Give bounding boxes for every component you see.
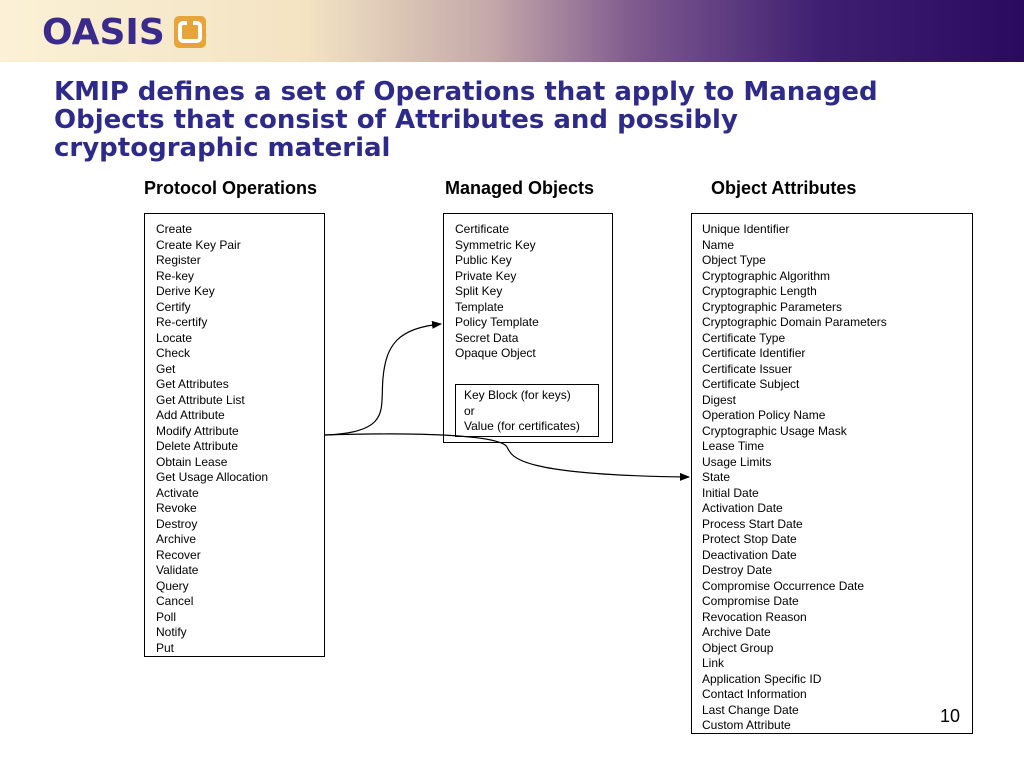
operation-item: Modify Attribute <box>156 423 239 438</box>
key-block-line: Value (for certificates) <box>464 419 580 433</box>
operation-item: Archive <box>156 532 197 546</box>
operation-item: Get Attribute List <box>156 392 245 407</box>
operation-item: Create Key Pair <box>156 237 241 252</box>
object-attributes-box <box>691 213 973 734</box>
attribute-item: Certificate Identifier <box>702 346 806 360</box>
operation-item: Cancel <box>156 594 194 608</box>
attribute-item: Object Type <box>702 253 766 267</box>
key-block-line: Key Block (for keys) <box>464 388 571 402</box>
attribute-item: Cryptographic Usage Mask <box>702 423 847 438</box>
managed-object-item: Opaque Object <box>455 346 536 360</box>
slide-title <box>54 78 974 162</box>
page-number: 10 <box>940 706 961 726</box>
managed-object-item: Template <box>455 299 504 314</box>
attribute-item: Certificate Subject <box>702 377 800 391</box>
attribute-item: Protect Stop Date <box>702 532 797 546</box>
attribute-item: Operation Policy Name <box>702 408 826 422</box>
attribute-item: Cryptographic Algorithm <box>702 268 831 283</box>
attribute-item: Last Change Date <box>702 702 799 717</box>
attribute-item: Digest <box>702 392 737 407</box>
operation-item: Destroy <box>156 516 198 531</box>
managed-object-item: Split Key <box>455 284 503 298</box>
attribute-item: Compromise Date <box>702 594 799 608</box>
managed-objects-list <box>455 222 612 362</box>
oasis-mark-icon <box>173 15 207 49</box>
operation-item: Obtain Lease <box>156 454 228 469</box>
operation-item: Re-key <box>156 268 195 283</box>
operation-item: Derive Key <box>156 284 215 298</box>
title-line: cryptographic material <box>54 133 391 163</box>
operation-item: Activate <box>156 485 199 500</box>
protocol-operations-list <box>156 222 324 656</box>
protocol-operations-heading: Protocol Operations <box>144 178 318 198</box>
operation-item: Get <box>156 361 176 376</box>
operation-item: Revoke <box>156 501 197 515</box>
attribute-item: Link <box>702 656 725 670</box>
attribute-item: Revocation Reason <box>702 609 807 624</box>
operation-item: Get Usage Allocation <box>156 470 269 484</box>
attribute-item: Unique Identifier <box>702 222 790 236</box>
attribute-item: Custom Attribute <box>702 718 791 732</box>
arrow-operations-to-objects <box>325 324 441 435</box>
attribute-item: Lease Time <box>702 439 765 453</box>
operation-item: Register <box>156 253 201 267</box>
title-line: Objects that consist of Attributes and possibly <box>54 105 738 135</box>
managed-object-item: Policy Template <box>455 315 539 329</box>
attribute-item: Archive Date <box>702 625 771 639</box>
attribute-item: State <box>702 470 731 484</box>
attribute-item: Usage Limits <box>702 454 772 469</box>
attribute-item: Destroy Date <box>702 563 773 577</box>
operation-item: Recover <box>156 547 201 562</box>
attribute-item: Certificate Issuer <box>702 361 793 376</box>
operation-item: Create <box>156 222 193 236</box>
managed-objects-box <box>443 213 613 443</box>
logo-text: OASIS <box>42 11 165 53</box>
operation-item: Query <box>156 578 189 593</box>
managed-object-item: Secret Data <box>455 330 519 345</box>
title-line: KMIP defines a set of Operations that apply to Managed <box>54 77 878 107</box>
attribute-item: Compromise Occurrence Date <box>702 578 865 593</box>
attribute-item: Contact Information <box>702 687 807 701</box>
managed-objects-heading: Managed Objects <box>445 178 595 198</box>
object-attributes-heading: Object Attributes <box>711 178 857 198</box>
operation-item: Delete Attribute <box>156 439 239 453</box>
object-attributes-list <box>702 222 972 734</box>
attribute-item: Name <box>702 237 735 252</box>
attribute-item: Application Specific ID <box>702 671 822 686</box>
operation-item: Put <box>156 640 175 655</box>
attribute-item: Initial Date <box>702 485 759 500</box>
managed-object-item: Certificate <box>455 222 510 236</box>
operation-item: Re-certify <box>156 315 208 329</box>
attribute-item: Activation Date <box>702 501 783 515</box>
operation-item: Add Attribute <box>156 408 225 422</box>
operation-item: Validate <box>156 563 199 577</box>
operation-item: Certify <box>156 299 191 314</box>
attribute-item: Cryptographic Parameters <box>702 299 843 314</box>
operation-item: Notify <box>156 625 187 639</box>
key-block-line: or <box>464 403 475 418</box>
oasis-logo <box>42 10 207 54</box>
key-block-box <box>455 384 599 437</box>
attribute-item: Cryptographic Domain Parameters <box>702 315 887 329</box>
attribute-item: Object Group <box>702 640 774 655</box>
attribute-item: Certificate Type <box>702 330 786 345</box>
operation-item: Check <box>156 346 191 360</box>
operation-item: Poll <box>156 609 177 624</box>
operation-item: Locate <box>156 330 193 345</box>
attribute-item: Process Start Date <box>702 516 803 531</box>
managed-object-item: Symmetric Key <box>455 237 536 252</box>
operation-item: Get Attributes <box>156 377 229 391</box>
protocol-operations-box <box>144 213 325 657</box>
managed-object-item: Public Key <box>455 253 512 267</box>
attribute-item: Deactivation Date <box>702 547 797 562</box>
attribute-item: Cryptographic Length <box>702 284 817 298</box>
managed-object-item: Private Key <box>455 268 517 283</box>
